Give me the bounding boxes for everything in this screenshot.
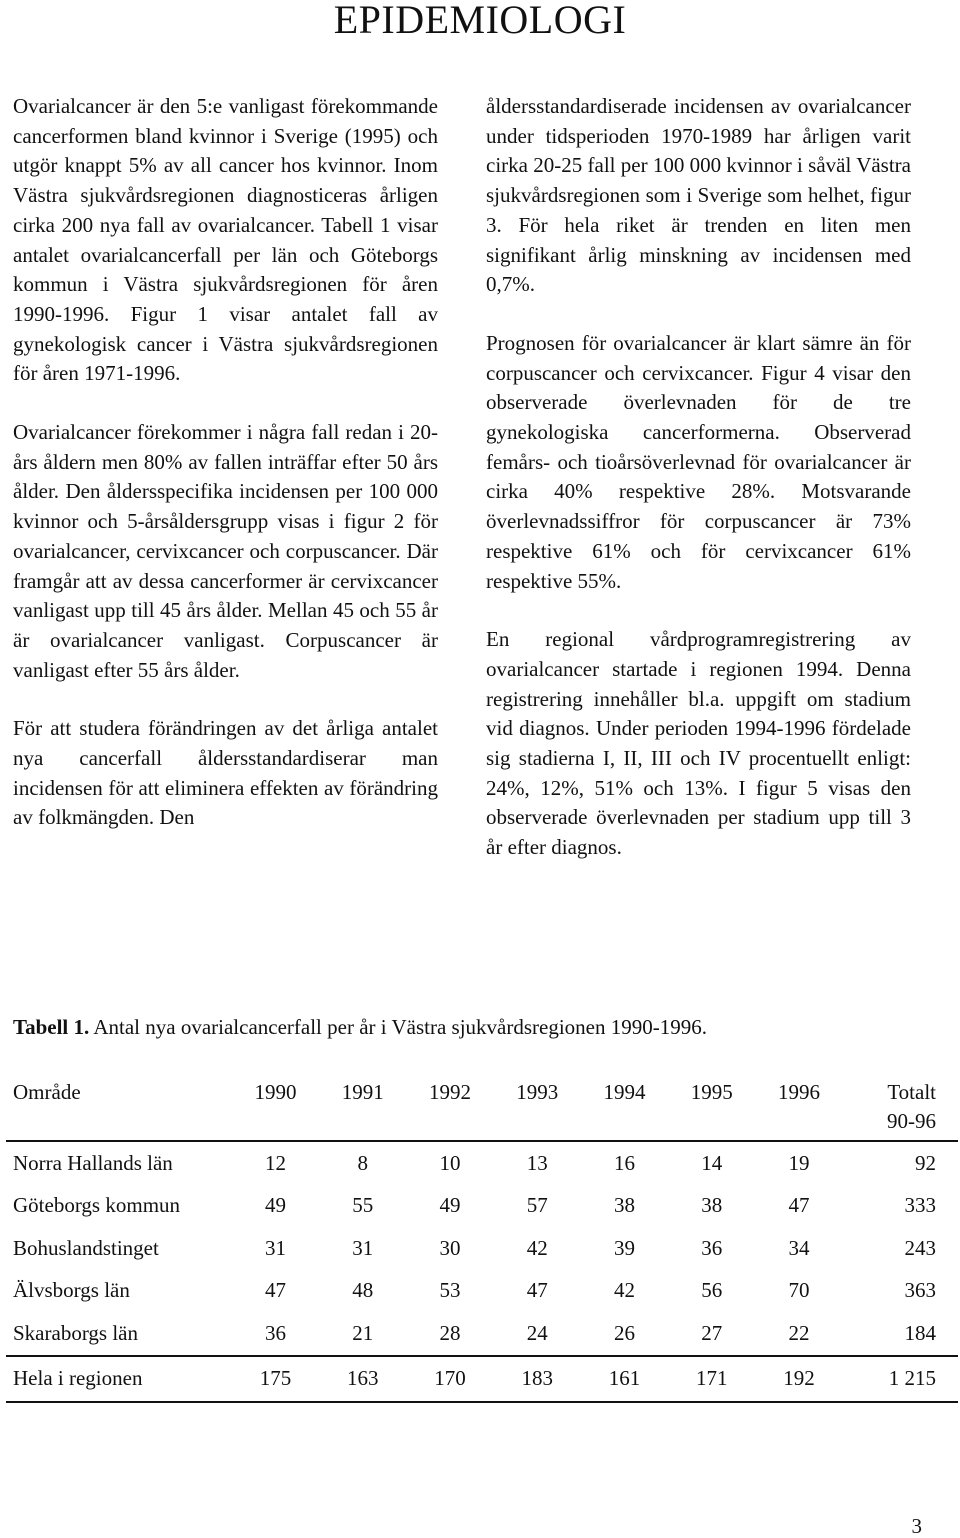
- column-header: 1995: [690, 1080, 733, 1104]
- table-cell: 38: [613, 1193, 635, 1218]
- table-cell: 175: [259, 1366, 292, 1390]
- cases-table: [6, 1074, 958, 1403]
- table-cell: 53: [439, 1278, 461, 1303]
- paragraph: En regional vårdprogramregistrering av ovarialcancer startade i regionen 1994. Denna registrering innehåller bl.a. uppgift om stadium vid diagnos. Under perioden 1994-1996 fördelade sig stadierna I, II, III och IV procentuellt enligt: 24%, 12%, 51% och 13%. I figur 5 visas den observerade överlevnaden per stadium upp till 3 år efter diagnos.: [486, 627, 911, 860]
- table-cell: 36: [701, 1235, 723, 1260]
- table-row: [6, 1270, 958, 1313]
- table-cell: 47: [788, 1193, 810, 1218]
- row-label-cell: Älvsborgs län: [13, 1278, 130, 1303]
- table-caption-text: Antal nya ovarialcancerfall per år i Västra sjukvårdsregionen 1990-1996.: [89, 1015, 707, 1039]
- table-body: [6, 1141, 958, 1402]
- row-label-cell: Norra Hallands län: [13, 1150, 173, 1175]
- table-cell: 161: [608, 1366, 641, 1390]
- row-label-cell: Hela i regionen: [13, 1366, 143, 1390]
- table-header-row: [6, 1074, 958, 1141]
- table-cell: 47: [526, 1278, 548, 1303]
- table-cell: 243: [904, 1235, 936, 1260]
- table-cell: 38: [701, 1193, 723, 1218]
- table-cell: 28: [439, 1320, 461, 1345]
- column-header: 1993: [516, 1080, 559, 1104]
- table-cell: 8: [357, 1150, 368, 1175]
- left-column: [13, 92, 438, 833]
- table-caption: [13, 1014, 943, 1040]
- table-total-row: [6, 1356, 958, 1402]
- table-cell: 12: [264, 1150, 286, 1175]
- table-cell: 56: [701, 1278, 723, 1303]
- paragraph: åldersstandardiserade incidensen av ovarialcancer under tidsperioden 1970-1989 har årligen varit cirka 20-25 fall per 100 000 kvinnor i såväl Västra sjukvårdsregionen som i Sverige som helhet, figur 3. För hela riket är trenden en liten men signifikant årlig minskning av incidensen med 0,7%.: [486, 94, 911, 297]
- paragraph: Prognosen för ovarialcancer är klart sämre än för corpuscancer och cervixcancer. Figur 4 visar den observerade överlevnaden för de tre gynekologiska cancerformerna. Observerad femårs- och tioårsöverlevnad för ovarialcancer är cirka 40% respektive 28%. Motsvarande överlevnadssiffror för corpuscancer är 73% respektive 61% och för cervixcancer 61% respektive 55%.: [486, 330, 911, 593]
- table-cell: 30: [439, 1235, 461, 1260]
- row-label-cell: Skaraborgs län: [13, 1320, 139, 1345]
- table-cell: 55: [352, 1193, 374, 1218]
- column-header: 1996: [777, 1080, 820, 1104]
- page-number: 3: [911, 1514, 922, 1538]
- table-cell: 19: [788, 1150, 810, 1175]
- column-header: 1994: [603, 1080, 646, 1104]
- table-cell: 192: [783, 1366, 815, 1390]
- table-cell: 49: [439, 1193, 461, 1218]
- row-label-cell: Göteborgs kommun: [13, 1193, 181, 1218]
- column-header-total: [843, 1074, 958, 1141]
- table-cell: 21: [352, 1320, 374, 1345]
- table-cell: 170: [434, 1366, 466, 1390]
- table-cell: 1 215: [888, 1366, 936, 1390]
- table-cell: 14: [701, 1150, 723, 1175]
- column-header-total-line1: Totalt: [887, 1080, 936, 1104]
- column-header: 1991: [341, 1080, 384, 1104]
- table-row: [6, 1185, 958, 1228]
- column-header: Område: [13, 1080, 81, 1104]
- column-header-total-line2: 90-96: [887, 1109, 936, 1133]
- table-cell: 42: [613, 1278, 635, 1303]
- column-header: 1990: [254, 1080, 297, 1104]
- paragraph: För att studera förändringen av det årliga antalet nya cancerfall åldersstandardiserar man incidensen för att eliminera effekten av förändring av folkmängden. Den: [13, 716, 438, 830]
- table-cell: 27: [701, 1320, 723, 1345]
- table-cell: 184: [904, 1320, 936, 1345]
- table-cell: 48: [352, 1278, 374, 1303]
- table-cell: 70: [788, 1278, 810, 1303]
- column-header: 1992: [428, 1080, 471, 1104]
- paragraph: Ovarialcancer förekommer i några fall redan i 20-års åldern men 80% av fallen inträffar efter 50 års ålder. Den åldersspecifika incidensen per 100 000 kvinnor och 5-årsåldersgrupp visas i figur 2 för ovarialcancer, cervixcancer och corpuscancer. Där framgår att av dessa cancerformer är cervixcancer vanligast upp till 45 års ålder. Mellan 45 och 55 år är ovarialcancer vanligast. Corpuscancer är vanligast efter 55 års ålder.: [13, 420, 438, 682]
- table-cell: 92: [915, 1150, 936, 1175]
- table-cell: 26: [613, 1320, 635, 1345]
- paragraph: Ovarialcancer är den 5:e vanligast förekommande cancerformen bland kvinnor i Sverige (1995) och utgör knappt 5% av all cancer hos kvinnor. Inom Västra sjukvårdsregionen diagnosticeras årligen cirka 200 nya fall av ovarialcancer. Tabell 1 visar antalet ovarialcancerfall per län och Göteborgs kommun i Västra sjukvårdsregionen för åren 1990-1996. Figur 1 visar antalet fall av gynekologisk cancer i Västra sjukvårdsregionen för åren 1971-1996.: [13, 94, 438, 386]
- table-cell: 16: [613, 1150, 635, 1175]
- table-cell: 49: [264, 1193, 286, 1218]
- table-row: [6, 1141, 958, 1185]
- table-cell: 36: [264, 1320, 286, 1345]
- right-column: [486, 92, 911, 863]
- table-cell: 183: [521, 1366, 553, 1390]
- table-cell: 31: [352, 1235, 374, 1260]
- table-cell: 10: [439, 1150, 461, 1175]
- row-label-cell: Bohuslandstinget: [13, 1235, 159, 1260]
- table-cell: 163: [346, 1366, 379, 1390]
- table-cell: 13: [526, 1150, 548, 1175]
- table-row: [6, 1227, 958, 1270]
- table-cell: 171: [695, 1366, 728, 1390]
- table-cell: 333: [904, 1193, 936, 1218]
- table-caption-label: Tabell 1.: [13, 1015, 90, 1039]
- table-row: [6, 1312, 958, 1356]
- table-cell: 57: [526, 1193, 548, 1218]
- table-cell: 42: [526, 1235, 548, 1260]
- table-cell: 47: [264, 1278, 286, 1303]
- table-cell: 31: [264, 1235, 286, 1260]
- table-cell: 24: [526, 1320, 548, 1345]
- table-cell: 363: [904, 1278, 936, 1303]
- table-cell: 22: [788, 1320, 810, 1345]
- table-cell: 34: [788, 1235, 810, 1260]
- table-cell: 39: [613, 1235, 635, 1260]
- page-title: EPIDEMIOLOGI: [333, 0, 627, 42]
